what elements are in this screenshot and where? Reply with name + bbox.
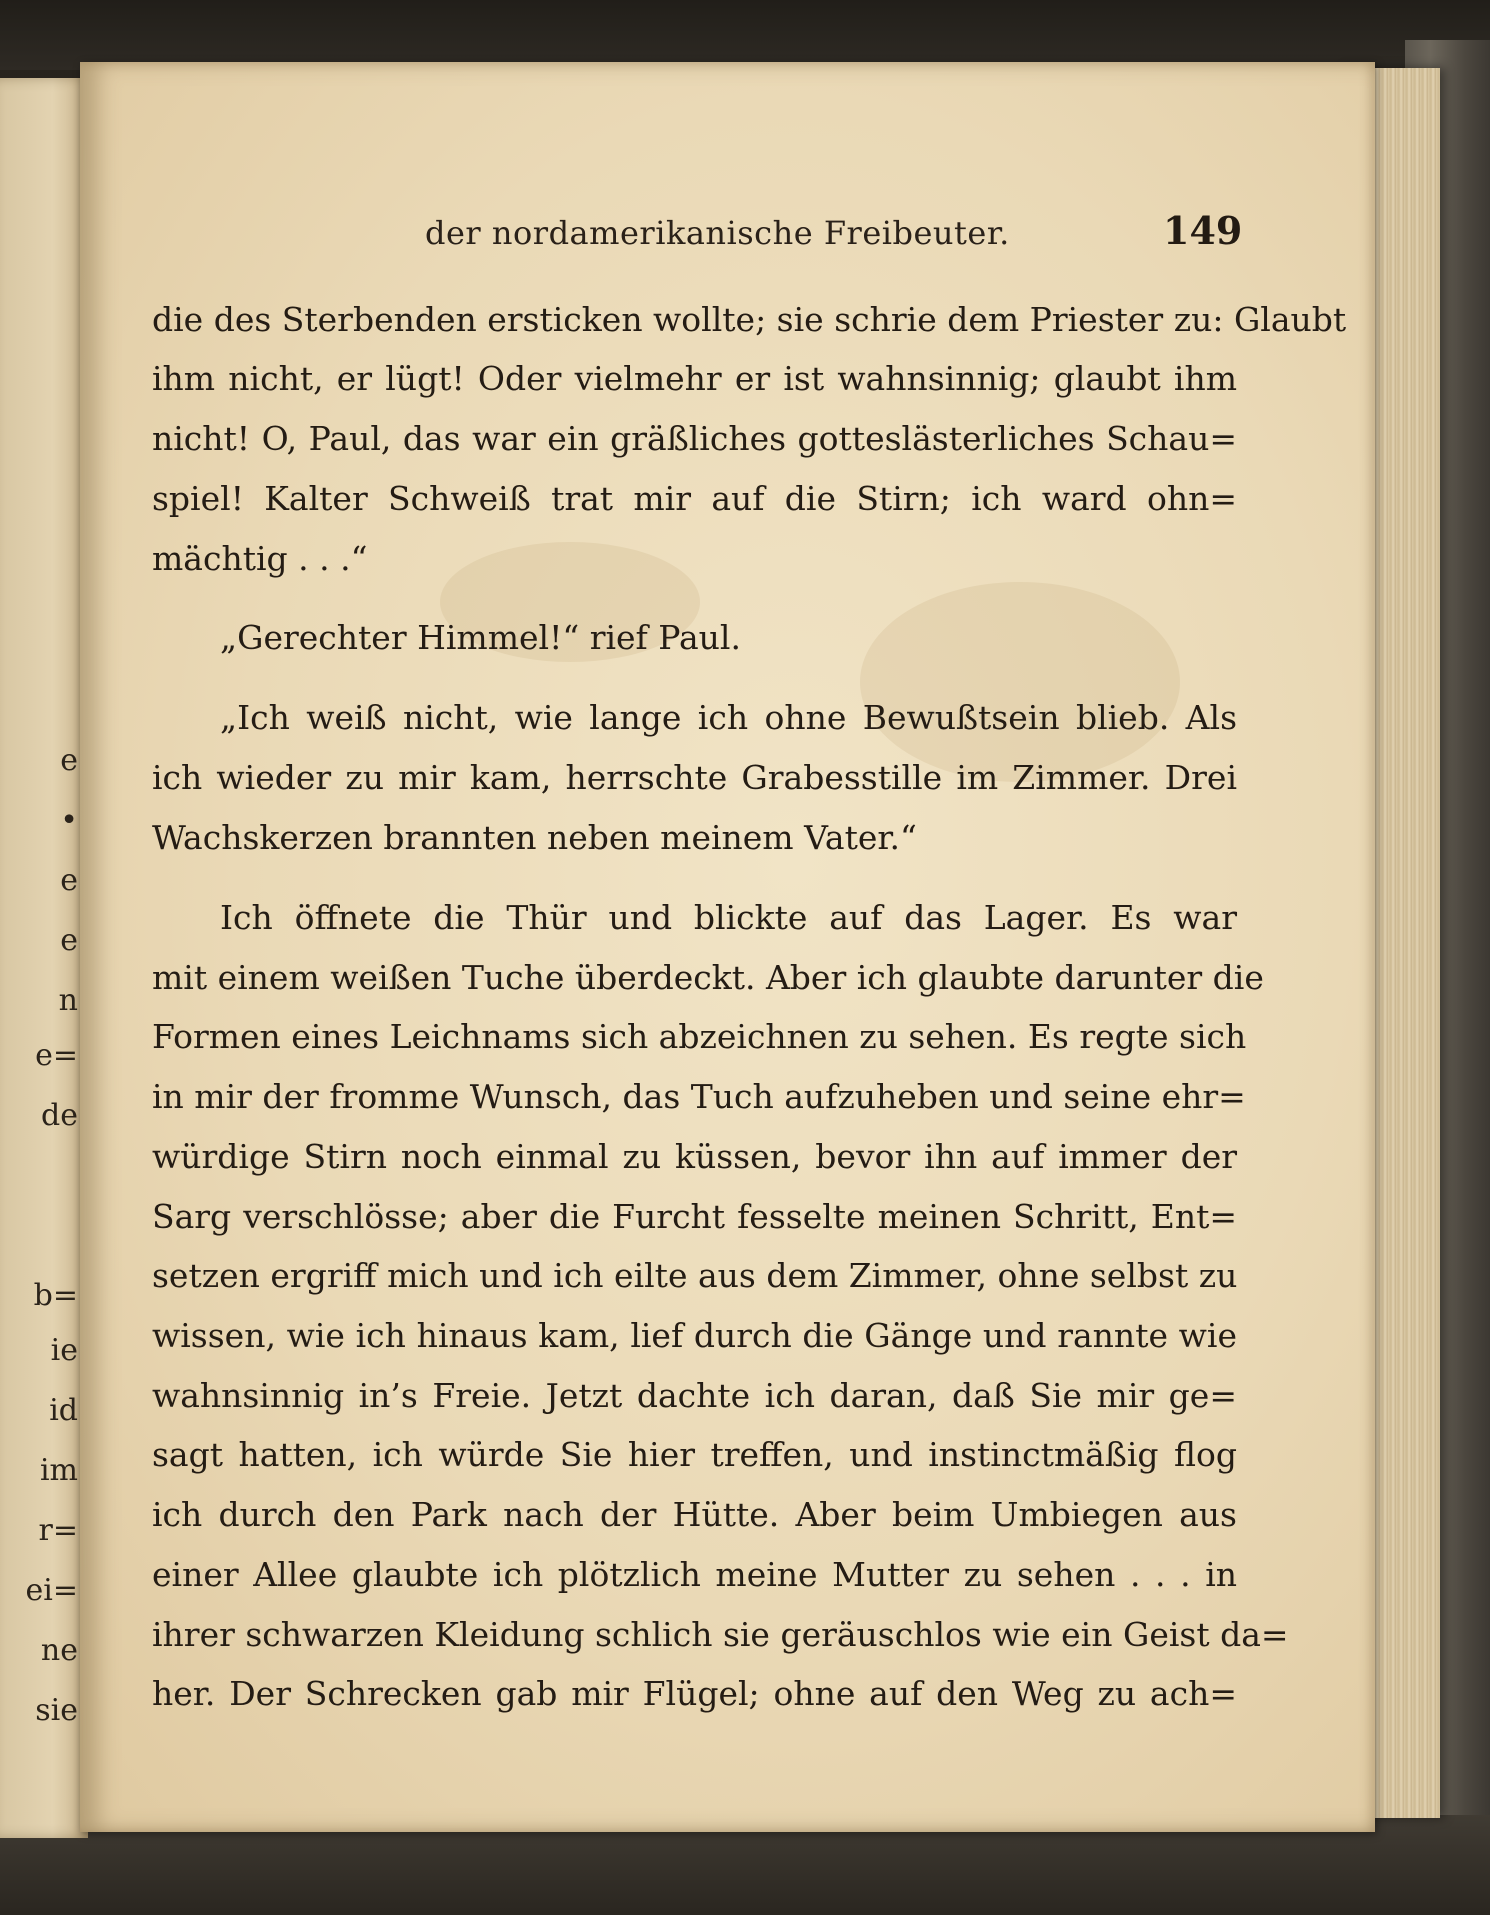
previous-page-fragment: ie — [50, 1333, 78, 1368]
previous-page-fragment: sie — [35, 1693, 78, 1728]
text-line: spiel! Kalter Schweiß trat mir auf die Stirn; ich ward ohn= — [152, 479, 1237, 518]
previous-page-edge — [0, 78, 88, 1838]
text-line: wissen, wie ich hinaus kam, lief durch die Gänge und rannte wie — [152, 1316, 1237, 1355]
text-line: mit einem weißen Tuche überdeckt. Aber ich glaubte darunter die — [152, 958, 1264, 997]
text-line: einer Allee glaubte ich plötzlich meine Mutter zu sehen . . . in — [152, 1555, 1237, 1594]
text-line: Ich öffnete die Thür und blickte auf das Lager. Es war — [220, 898, 1237, 937]
text-line: sagt hatten, ich würde Sie hier treffen, und instinctmäßig flog — [152, 1435, 1237, 1474]
text-line: her. Der Schrecken gab mir Flügel; ohne auf den Weg zu ach= — [152, 1674, 1237, 1713]
text-line: ich durch den Park nach der Hütte. Aber beim Umbiegen aus — [152, 1495, 1237, 1534]
text-line: die des Sterbenden ersticken wollte; sie schrie dem Priester zu: Glaubt — [152, 300, 1347, 339]
text-line: in mir der fromme Wunsch, das Tuch aufzuheben und seine ehr= — [152, 1077, 1246, 1116]
text-line: ich wieder zu mir kam, herrschte Grabesstille im Zimmer. Drei — [152, 758, 1237, 797]
previous-page-fragment: id — [49, 1393, 78, 1428]
running-head: der nordamerikanische Freibeuter. — [425, 214, 1010, 252]
previous-page-fragment: e — [60, 863, 78, 898]
paper-stain — [860, 582, 1180, 782]
text-line: mächtig . . .“ — [152, 539, 368, 578]
previous-page-fragment: de — [41, 1098, 78, 1133]
text-line: Formen eines Leichnams sich abzeichnen zu sehen. Es regte sich — [152, 1017, 1247, 1056]
text-line: Wachskerzen brannten neben meinem Vater.“ — [152, 818, 917, 857]
text-line: „Ich weiß nicht, wie lange ich ohne Bewußtsein blieb. Als — [220, 698, 1237, 737]
previous-page-fragment: e — [60, 743, 78, 778]
text-line: nicht! O, Paul, das war ein gräßliches gotteslästerliches Schau= — [152, 419, 1237, 458]
previous-page-fragment: ne — [40, 1633, 78, 1668]
previous-page-fragment: ei= — [25, 1573, 78, 1608]
previous-page-fragment: • — [60, 803, 78, 838]
text-line: wahnsinnig in’s Freie. Jetzt dachte ich daran, daß Sie mir ge= — [152, 1376, 1237, 1415]
page-number: 149 — [1163, 208, 1243, 253]
book-page — [80, 62, 1375, 1832]
previous-page-fragment: b= — [33, 1278, 78, 1313]
book-cover-top — [0, 0, 1490, 70]
previous-page-fragment: n — [58, 983, 78, 1018]
text-line: ihrer schwarzen Kleidung schlich sie geräuschlos wie ein Geist da= — [152, 1615, 1289, 1654]
previous-page-fragment: im — [39, 1453, 78, 1488]
previous-page-fragment: e — [60, 923, 78, 958]
previous-page-fragment: e= — [35, 1038, 78, 1073]
text-line: würdige Stirn noch einmal zu küssen, bevor ihn auf immer der — [152, 1137, 1237, 1176]
text-line: „Gerechter Himmel!“ rief Paul. — [220, 618, 741, 657]
previous-page-fragment: r= — [38, 1513, 78, 1548]
text-line: setzen ergriff mich und ich eilte aus dem Zimmer, ohne selbst zu — [152, 1256, 1238, 1295]
text-line: Sarg verschlösse; aber die Furcht fesselte meinen Schritt, Ent= — [152, 1197, 1237, 1236]
text-line: ihm nicht, er lügt! Oder vielmehr er ist wahnsinnig; glaubt ihm — [152, 359, 1237, 398]
